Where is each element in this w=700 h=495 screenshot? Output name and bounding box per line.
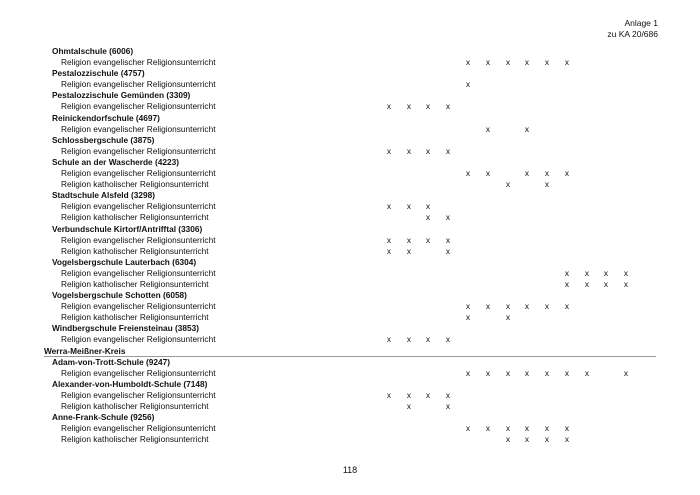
subject-row (0, 179, 700, 190)
mark-c9: x (544, 57, 550, 68)
subject-row (0, 334, 700, 345)
mark-c6: x (485, 123, 491, 134)
mark-c2: x (406, 101, 412, 112)
subject-label: Religion katholischer Religionsunterricht (61, 312, 209, 323)
mark-c4: x (445, 401, 451, 411)
subject-row (0, 368, 700, 379)
mark-c8: x (524, 57, 530, 68)
subject-row (0, 268, 700, 279)
mark-c7: x (505, 57, 511, 68)
school-name: Schule an der Wascherde (4223) (52, 156, 179, 167)
mark-c10: x (564, 301, 570, 312)
mark-c7: x (505, 423, 511, 434)
district-heading: Werra-Meißner-Kreis (44, 345, 126, 356)
school-name: Adam-von-Trott-Schule (9247) (52, 356, 171, 367)
mark-c4: x (445, 389, 451, 400)
mark-c10: x (564, 267, 570, 278)
mark-c3: x (425, 389, 431, 400)
subject-label: Religion katholischer Religionsunterricht (61, 401, 209, 411)
mark-c9: x (544, 367, 550, 378)
school-row (0, 46, 700, 57)
mark-c8: x (524, 434, 530, 445)
subject-label: Religion evangelischer Religionsunterricht (61, 267, 216, 278)
mark-c3: x (425, 101, 431, 112)
mark-c7: x (505, 367, 511, 378)
school-row (0, 290, 700, 301)
school-row (0, 357, 700, 368)
mark-c10: x (564, 423, 570, 434)
mark-c2: x (406, 389, 412, 400)
mark-c11: x (584, 367, 590, 378)
subject-row (0, 212, 700, 223)
school-name: Ohmtalschule (6006) (52, 46, 134, 56)
subject-label: Religion evangelischer Religionsunterricht (61, 367, 216, 378)
subject-label: Religion evangelischer Religionsunterricht (61, 201, 216, 212)
school-row (0, 257, 700, 268)
mark-c13: x (623, 367, 629, 378)
mark-c1: x (386, 201, 392, 212)
subject-row (0, 101, 700, 112)
subject-row (0, 246, 700, 257)
subject-label: Religion katholischer Religionsunterricht (61, 278, 209, 289)
subject-row (0, 146, 700, 157)
subject-label: Religion evangelischer Religionsunterricht (61, 57, 216, 68)
subject-row (0, 390, 700, 401)
mark-c7: x (505, 312, 511, 323)
school-subject-table (0, 46, 700, 445)
mark-c5: x (465, 168, 471, 179)
mark-c1: x (386, 145, 392, 156)
mark-c8: x (524, 301, 530, 312)
mark-c12: x (603, 267, 609, 278)
school-row (0, 68, 700, 79)
mark-c6: x (485, 367, 491, 378)
mark-c2: x (406, 234, 412, 245)
subject-label: Religion evangelischer Religionsunterricht (61, 168, 216, 179)
subject-label: Religion katholischer Religionsunterricht (61, 212, 209, 223)
mark-c7: x (505, 301, 511, 312)
attachment-label (607, 18, 658, 40)
school-name: Pestalozzischule (4757) (52, 68, 145, 79)
school-row (0, 90, 700, 101)
subject-row (0, 124, 700, 135)
mark-c5: x (465, 79, 471, 90)
mark-c2: x (406, 201, 412, 212)
mark-c2: x (406, 145, 412, 156)
mark-c6: x (485, 301, 491, 312)
subject-label: Religion evangelischer Religionsunterricht (61, 334, 216, 345)
mark-c4: x (445, 212, 451, 223)
mark-c9: x (544, 179, 550, 190)
mark-c3: x (425, 334, 431, 345)
mark-c4: x (445, 334, 451, 345)
subject-row (0, 235, 700, 246)
mark-c13: x (623, 278, 629, 289)
mark-c3: x (425, 234, 431, 245)
attachment-line-2: zu KA 20/686 (607, 29, 658, 39)
page-number: 118 (342, 465, 358, 475)
mark-c8: x (524, 168, 530, 179)
mark-c6: x (485, 57, 491, 68)
mark-c1: x (386, 389, 392, 400)
mark-c2: x (406, 401, 412, 411)
mark-c2: x (406, 334, 412, 345)
school-name: Reinickendorfschule (4697) (52, 112, 160, 123)
school-name: Pestalozzischule Gemünden (3309) (52, 90, 191, 101)
subject-label: Religion evangelischer Religionsunterricht (61, 123, 216, 134)
subject-label: Religion katholischer Religionsunterricht (61, 179, 209, 190)
mark-c10: x (564, 434, 570, 445)
mark-c10: x (564, 367, 570, 378)
mark-c1: x (386, 245, 392, 256)
subject-row (0, 57, 700, 68)
mark-c1: x (386, 101, 392, 112)
subject-row (0, 312, 700, 323)
mark-c3: x (425, 201, 431, 212)
mark-c6: x (485, 423, 491, 434)
mark-c4: x (445, 245, 451, 256)
school-name: Alexander-von-Humboldt-Schule (7148) (52, 378, 208, 389)
mark-c2: x (406, 245, 412, 256)
mark-c9: x (544, 434, 550, 445)
school-name: Windbergschule Freiensteinau (3853) (52, 323, 200, 334)
mark-c10: x (564, 278, 570, 289)
attachment-line-1: Anlage 1 (624, 18, 658, 28)
school-name: Vogelsbergschule Schotten (6058) (52, 290, 187, 301)
mark-c11: x (584, 267, 590, 278)
mark-c12: x (603, 278, 609, 289)
mark-c5: x (465, 301, 471, 312)
school-row (0, 224, 700, 235)
mark-c8: x (524, 367, 530, 378)
mark-c10: x (564, 168, 570, 179)
mark-c7: x (505, 179, 511, 190)
subject-label: Religion katholischer Religionsunterricht (61, 434, 209, 445)
subject-label: Religion evangelischer Religionsunterricht (61, 301, 216, 312)
mark-c10: x (564, 57, 570, 68)
mark-c8: x (524, 123, 530, 134)
mark-c9: x (544, 423, 550, 434)
school-row (0, 135, 700, 146)
subject-label: Religion evangelischer Religionsunterricht (61, 389, 216, 400)
mark-c13: x (623, 267, 629, 278)
mark-c7: x (505, 434, 511, 445)
subject-row (0, 434, 700, 445)
subject-label: Religion katholischer Religionsunterricht (61, 245, 209, 256)
school-row (0, 157, 700, 168)
subject-row (0, 401, 700, 412)
subject-label: Religion evangelischer Religionsunterricht (61, 145, 216, 156)
mark-c1: x (386, 334, 392, 345)
subject-label: Religion evangelischer Religionsunterricht (61, 79, 216, 90)
subject-label: Religion evangelischer Religionsunterricht (61, 423, 216, 434)
mark-c5: x (465, 423, 471, 434)
school-name: Stadtschule Alsfeld (3298) (52, 190, 155, 201)
school-row (0, 323, 700, 334)
school-name: Schlossbergschule (3875) (52, 134, 155, 145)
mark-c3: x (425, 145, 431, 156)
subject-row (0, 79, 700, 90)
subject-label: Religion evangelischer Religionsunterricht (61, 101, 216, 112)
mark-c5: x (465, 57, 471, 68)
school-row (0, 379, 700, 390)
subject-row (0, 423, 700, 434)
mark-c3: x (425, 212, 431, 223)
mark-c8: x (524, 423, 530, 434)
mark-c1: x (386, 234, 392, 245)
school-row (0, 190, 700, 201)
subject-row (0, 168, 700, 179)
subject-row (0, 301, 700, 312)
mark-c4: x (445, 234, 451, 245)
school-row (0, 113, 700, 124)
mark-c5: x (465, 312, 471, 323)
mark-c4: x (445, 101, 451, 112)
school-name: Verbundschule Kirtorf/Antrifftal (3306) (52, 223, 203, 234)
mark-c11: x (584, 278, 590, 289)
subject-row (0, 279, 700, 290)
school-name: Anne-Frank-Schule (9256) (52, 412, 155, 423)
school-row (0, 412, 700, 423)
mark-c4: x (445, 145, 451, 156)
mark-c6: x (485, 168, 491, 179)
mark-c5: x (465, 367, 471, 378)
district-row (0, 346, 700, 357)
subject-row (0, 201, 700, 212)
school-name: Vogelsbergschule Lauterbach (6304) (52, 256, 197, 267)
mark-c9: x (544, 168, 550, 179)
mark-c9: x (544, 301, 550, 312)
subject-label: Religion evangelischer Religionsunterricht (61, 234, 216, 245)
